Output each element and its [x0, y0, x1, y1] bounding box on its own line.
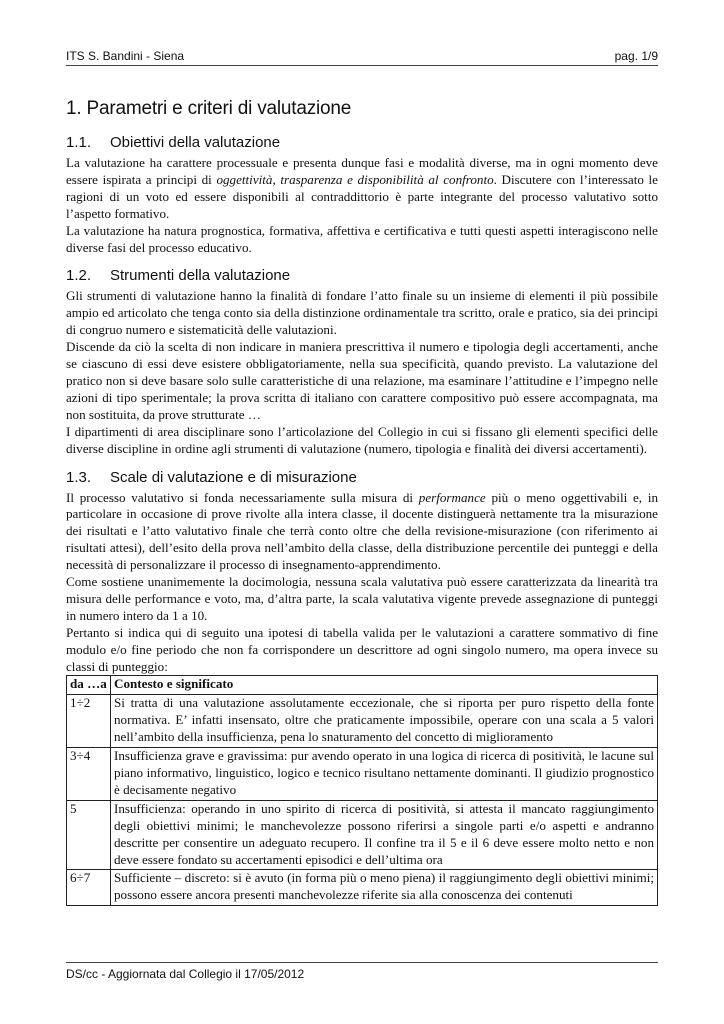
- table-header-row: [67, 676, 658, 695]
- section-heading: [66, 469, 658, 486]
- section-1-3: [66, 469, 658, 676]
- section-title: Obiettivi della valutazione: [110, 134, 281, 151]
- paragraph-text: Gli strumenti di valutazione hanno la finalità di fondare l’atto finale su un insieme di elementi il più possibile ampio ed articolato che tenga conto sia della distinzione ordinamentale tra scritto, orale e pratico, sia dei principi di congruo numero e sistematicità delle valutazioni.: [66, 288, 658, 338]
- main-content: [66, 98, 658, 906]
- score-description: Insufficienza grave e gravissima: pur avendo operato in una logica di ricerca di positività, le lacune sul piano informativo, linguistico, logico e tecnico risultano nettamente dominanti. Il giudizio prognostico è decisamente negativo: [111, 748, 658, 801]
- section-heading: [66, 267, 658, 284]
- score-range: 3÷4: [67, 748, 111, 801]
- paragraph-text: Discende da ciò la scelta di non indicare in maniera prescrittiva il numero e tipologia degli accertamenti, anche se ciascuno di essi deve esistere obbligatoriamente, nella sua specificità, quando previsto. La valutazione del pratico non si deve basare solo sulle caratteristiche di una relazione, ma esaminare l’attitudine e l’impegno nelle azioni di tipo sperimentale; la prova scritta di italiano con carattere compositivo può essere accompagnata, ma non sostituita, da prove strutturate …: [66, 339, 658, 422]
- emphasis-text: oggettività, trasparenza e disponibilità al confronto: [216, 171, 494, 187]
- body-paragraph: [66, 574, 658, 625]
- paragraph-text: più o meno oggettivabili e, in particolare in occasione di prove rivolte alla intera classe, il docente distinguerà nettamente tra la misurazione dei risultati e l’atto valutativo finale che terrà conto oltre che della revisione-misurazione (con riferimento ai risultati attesi), dell’esito della prova nell’ambito della classe, della distribuzione percentile dei punteggi e della necessità di personalizzare il processo di insegnamento-apprendimento.: [66, 489, 658, 573]
- section-heading: [66, 134, 658, 151]
- section-body: [66, 288, 658, 457]
- body-paragraph: [66, 625, 658, 676]
- body-paragraph: [66, 155, 658, 223]
- score-range: 1÷2: [67, 695, 111, 748]
- body-paragraph: [66, 223, 658, 257]
- evaluation-scale-table: [66, 675, 658, 906]
- page-footer: [66, 962, 658, 981]
- header-school: ITS S. Bandini - Siena: [66, 49, 185, 63]
- section-1-1: [66, 134, 658, 256]
- section-1-2: [66, 267, 658, 457]
- emphasis-text: performance: [418, 489, 486, 505]
- table-row: [67, 748, 658, 801]
- section-number: 1.1.: [66, 134, 92, 151]
- section-body: [66, 490, 658, 676]
- paragraph-text: La valutazione ha natura prognostica, formativa, affettiva e certificativa e tutti questi aspetti interagiscono nelle diverse fasi del processo educativo.: [66, 222, 658, 255]
- score-range: 6÷7: [67, 870, 111, 906]
- table-row: [67, 870, 658, 906]
- section-number: 1.3.: [66, 468, 92, 486]
- section-title: Strumenti della valutazione: [110, 267, 291, 285]
- score-range: 5: [67, 800, 111, 870]
- table-row: [67, 695, 658, 748]
- document-title: 1. Parametri e criteri di valutazione: [66, 98, 352, 119]
- section-title: Scale di valutazione e di misurazione: [110, 468, 357, 486]
- score-description: Sufficiente – discreto: si è avuto (in forma più o meno piena) il raggiungimento degli obiettivi minimi; possono essere ancora presenti manchevolezze riferite sia alla conoscenza dei contenuti: [111, 870, 658, 906]
- paragraph-text: Il processo valutativo si fonda necessariamente sulla misura di: [66, 489, 419, 505]
- body-paragraph: [66, 490, 658, 575]
- body-paragraph: [66, 288, 658, 339]
- header-page-number: pag. 1/9: [614, 49, 658, 63]
- page-header: [66, 41, 658, 66]
- section-number: 1.2.: [66, 267, 92, 285]
- section-body: [66, 155, 658, 256]
- body-paragraph: [66, 424, 658, 458]
- column-header-context: Contesto e significato: [111, 676, 658, 695]
- body-paragraph: [66, 339, 658, 424]
- paragraph-text: Come sostiene unanimemente la docimologia, nessuna scala valutativa può essere caratterizzata da linearità tra misura delle performance e voto, ma, d’altra parte, la scala valutativa vigente prevede assegnazione di punteggi in numero intero da 1 a 10.: [66, 574, 658, 623]
- column-header-range: da …a: [67, 676, 111, 695]
- score-description: Insufficienza: operando in uno spirito di ricerca di positività, si attesta il mancato raggiungimento degli obiettivi minimi; le manchevolezze possono riferirsi a singole parti e/o aspetti e andranno descritte per consentire un adeguato recupero. Il confine tra il 5 e il 6 deve essere molto netto e non deve essere fondato su accertamenti episodici e dell’ultima ora: [111, 800, 658, 870]
- paragraph-text: Pertanto si indica qui di seguito una ipotesi di tabella valida per le valutazioni a carattere sommativo di fine modulo e/o fine periodo che non fa corrispondere un descrittore ad ogni singolo numero, ma opera invece su classi di punteggio:: [66, 624, 658, 674]
- paragraph-text: La valutazione ha carattere processuale e presenta dunque fasi e modalità diverse, ma in ogni momento deve essere ispirata a principi di: [66, 155, 658, 187]
- paragraph-text: . Discutere con l’interessato le ragioni di un voto ed essere disponibili al contraddittorio è parte integrante del processo valutativo sotto l’aspetto formativo.: [66, 171, 658, 221]
- table-row: [67, 800, 658, 870]
- paragraph-text: I dipartimenti di area disciplinare sono l’articolazione del Collegio in cui si fissano gli elementi specifici delle diverse discipline in ordine agli strumenti di valutazione (numero, tipologia e finalità dei diversi accertamenti).: [66, 423, 658, 456]
- footer-update-note: DS/cc - Aggiornata dal Collegio il 17/05/2012: [66, 967, 305, 981]
- score-description: Si tratta di una valutazione assolutamente eccezionale, che si riporta per puro rispetto della fonte normativa. E’ infatti insensato, oltre che praticamente impossibile, operare con una scala a 5 valori nell’ambito della insufficienza, pena lo snaturamento del concetto di miglioramento: [111, 695, 658, 748]
